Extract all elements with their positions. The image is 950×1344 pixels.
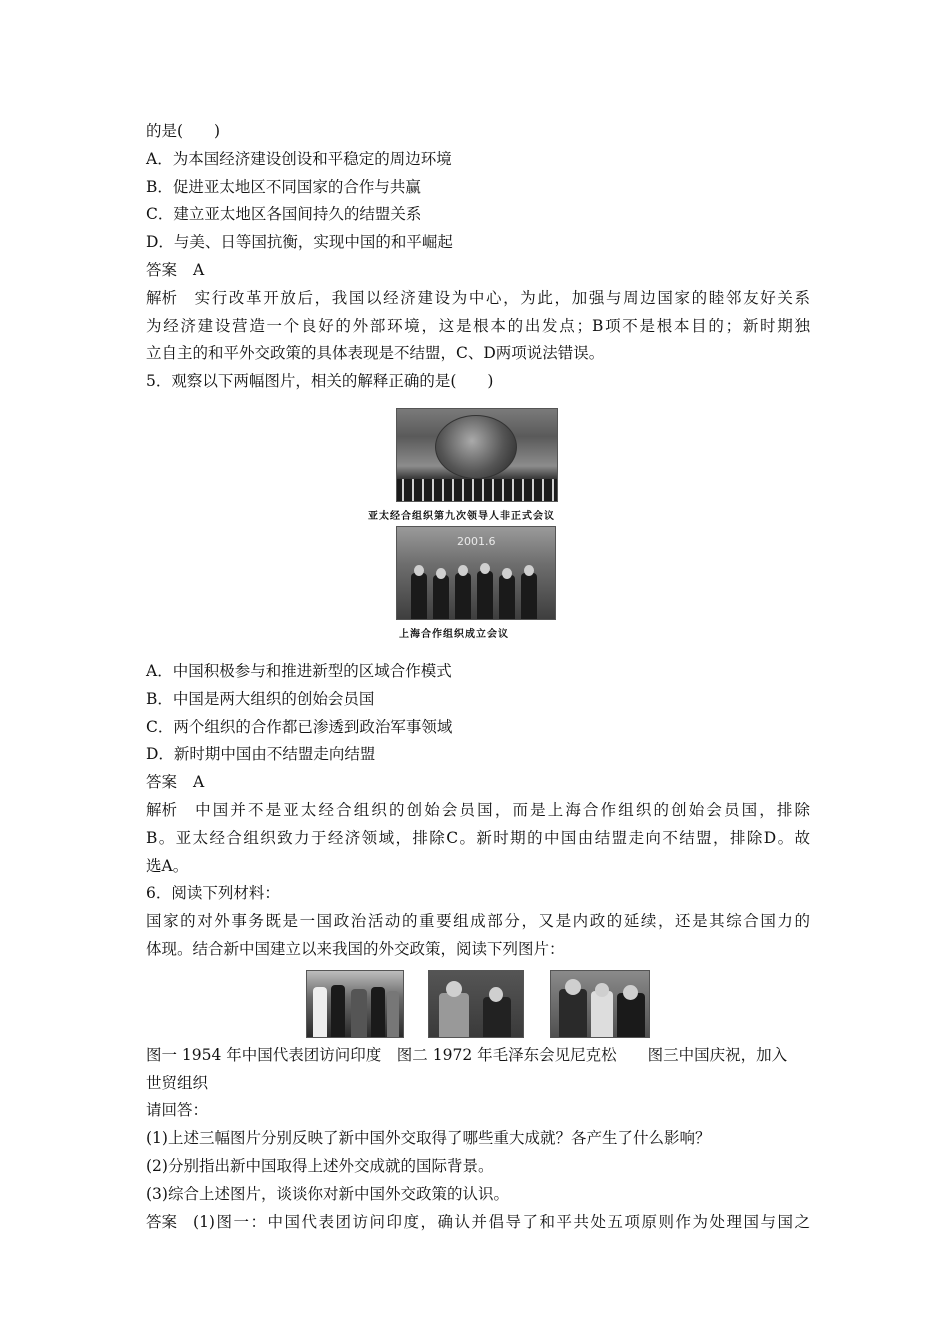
mao-nixon-photo (428, 970, 524, 1038)
q6-stem: 6．阅读下列材料： (146, 884, 280, 903)
apec-photo-caption: 亚太经合组织第九次领导人非正式会议 (368, 510, 555, 522)
answer-value: A (193, 773, 205, 792)
q4-option-a: A．为本国经济建设创设和平稳定的周边环境 (146, 149, 452, 168)
sco-photo-date: 2001.6 (457, 534, 496, 548)
answer-text: (1)图一：中国代表团访问印度，确认并倡导了和平共处五项原则作为处理国与国之 (193, 1212, 810, 1231)
answer-label: 答案 (146, 260, 178, 279)
q6-material-line-2: 体现。结合新中国建立以来我国的外交政策，阅读下列图片： (146, 939, 565, 958)
sco-meeting-photo (396, 526, 556, 620)
q4-option-d: D．与美、日等国抗衡，实现中国的和平崛起 (146, 233, 453, 252)
answer-value: A (193, 260, 205, 279)
q6-question-2: (2)分别指出新中国取得上述外交成就的国际背景。 (146, 1156, 494, 1175)
q6-prompt: 请回答： (146, 1101, 209, 1120)
q4-analysis-line-1 (146, 285, 810, 313)
q6-answer (146, 1209, 810, 1237)
answer-label: 答案 (146, 1212, 178, 1231)
q6-captions-line-1: 图一 1954 年中国代表团访问印度 图二 1972 年毛泽东会见尼克松 图三中国庆祝，加入 (146, 1045, 788, 1064)
q5-option-a: A．中国积极参与和推进新型的区域合作模式 (146, 661, 452, 680)
q6-material-line-1: 国家的对外事务既是一国政治活动的重要组成部分，又是内政的延续，还是其综合国力的 (146, 912, 810, 931)
q6-captions-line-2: 世贸组织 (146, 1073, 209, 1092)
q5-option-c: C．两个组织的合作都已渗透到政治军事领域 (146, 717, 453, 736)
globe-sculpture-icon (435, 415, 517, 479)
q5-analysis-line-1 (146, 797, 810, 825)
q4-option-b: B．促进亚太地区不同国家的合作与共赢 (146, 177, 421, 196)
q4-analysis-line-3: 立自主的和平外交政策的具体表现是不结盟，C、D两项说法错误。 (146, 344, 605, 363)
q5-analysis-line-2: B。亚太经合组织致力于经济领域，排除C。新时期的中国由结盟走向不结盟，排除D。故 (146, 828, 810, 847)
document-page (146, 118, 810, 1236)
q6-question-1: (1)上述三幅图片分别反映了新中国外交取得了哪些重大成就？各产生了什么影响？ (146, 1129, 711, 1148)
q4-analysis-line-2: 为经济建设营造一个良好的外部环境，这是根本的出发点；B项不是根本目的；新时期独 (146, 316, 810, 335)
q5-option-b: B．中国是两大组织的创始会员国 (146, 689, 375, 708)
india-visit-photo (306, 970, 404, 1038)
analysis-text: 实行改革开放后，我国以经济建设为中心，为此，加强与周边国家的睦邻友好关系 (193, 288, 810, 307)
q6-question-3: (3)综合上述图片，谈谈你对新中国外交政策的认识。 (146, 1184, 509, 1203)
analysis-label: 解析 (146, 288, 178, 307)
analysis-text: 中国并不是亚太经合组织的创始会员国，而是上海合作组织的创始会员国，排除 (193, 800, 810, 819)
q4-stem-tail: 的是( ) (146, 122, 221, 140)
q4-option-c: C．建立亚太地区各国间持久的结盟关系 (146, 205, 422, 224)
q5-stem: 5．观察以下两幅图片，相关的解释正确的是( ) (146, 372, 494, 391)
answer-label: 答案 (146, 773, 178, 792)
q5-option-d: D．新时期中国由不结盟走向结盟 (146, 745, 376, 764)
q5-analysis-line-3: 选A。 (146, 856, 189, 875)
q5-figures (146, 396, 810, 658)
sco-photo-caption: 上海合作组织成立会议 (399, 628, 509, 640)
analysis-label: 解析 (146, 800, 178, 819)
q5-answer (146, 769, 810, 797)
q6-figures (146, 964, 810, 1042)
q4-answer (146, 257, 810, 285)
apec-meeting-photo (396, 408, 558, 502)
wto-celebration-photo (550, 970, 650, 1038)
